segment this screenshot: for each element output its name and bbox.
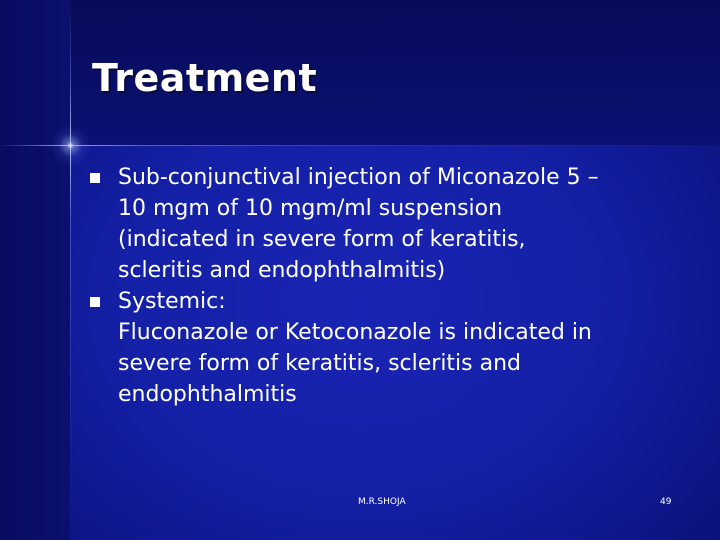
decorative-vertical-line xyxy=(70,0,71,540)
bullet-line: Fluconazole or Ketoconazole is indicated in xyxy=(118,320,592,345)
bullet-line: Sub-conjunctival injection of Miconazole 5 – xyxy=(118,165,599,190)
bullet-item-injection xyxy=(88,162,688,286)
square-bullet-icon xyxy=(90,173,100,183)
slide-title: Treatment xyxy=(92,56,318,100)
bullet-line: severe form of keratitis, scleritis and xyxy=(118,351,522,376)
bullet-line: 10 mgm of 10 mgm/ml suspension xyxy=(118,196,503,221)
bullet-line: endophthalmitis xyxy=(118,382,297,407)
bullet-item-systemic xyxy=(88,286,688,410)
bullet-line: Systemic: xyxy=(118,289,226,314)
background-left-band xyxy=(0,0,70,540)
bullet-list xyxy=(88,162,688,410)
bullet-line: scleritis and endophthalmitis) xyxy=(118,258,446,283)
page-number: 49 xyxy=(660,497,672,507)
square-bullet-icon xyxy=(90,297,100,307)
decorative-horizontal-line xyxy=(0,145,720,146)
bullet-line: (indicated in severe form of keratitis, xyxy=(118,227,526,252)
sparkle-icon xyxy=(50,125,91,166)
footer-author: M.R.SHOJA xyxy=(358,497,406,507)
